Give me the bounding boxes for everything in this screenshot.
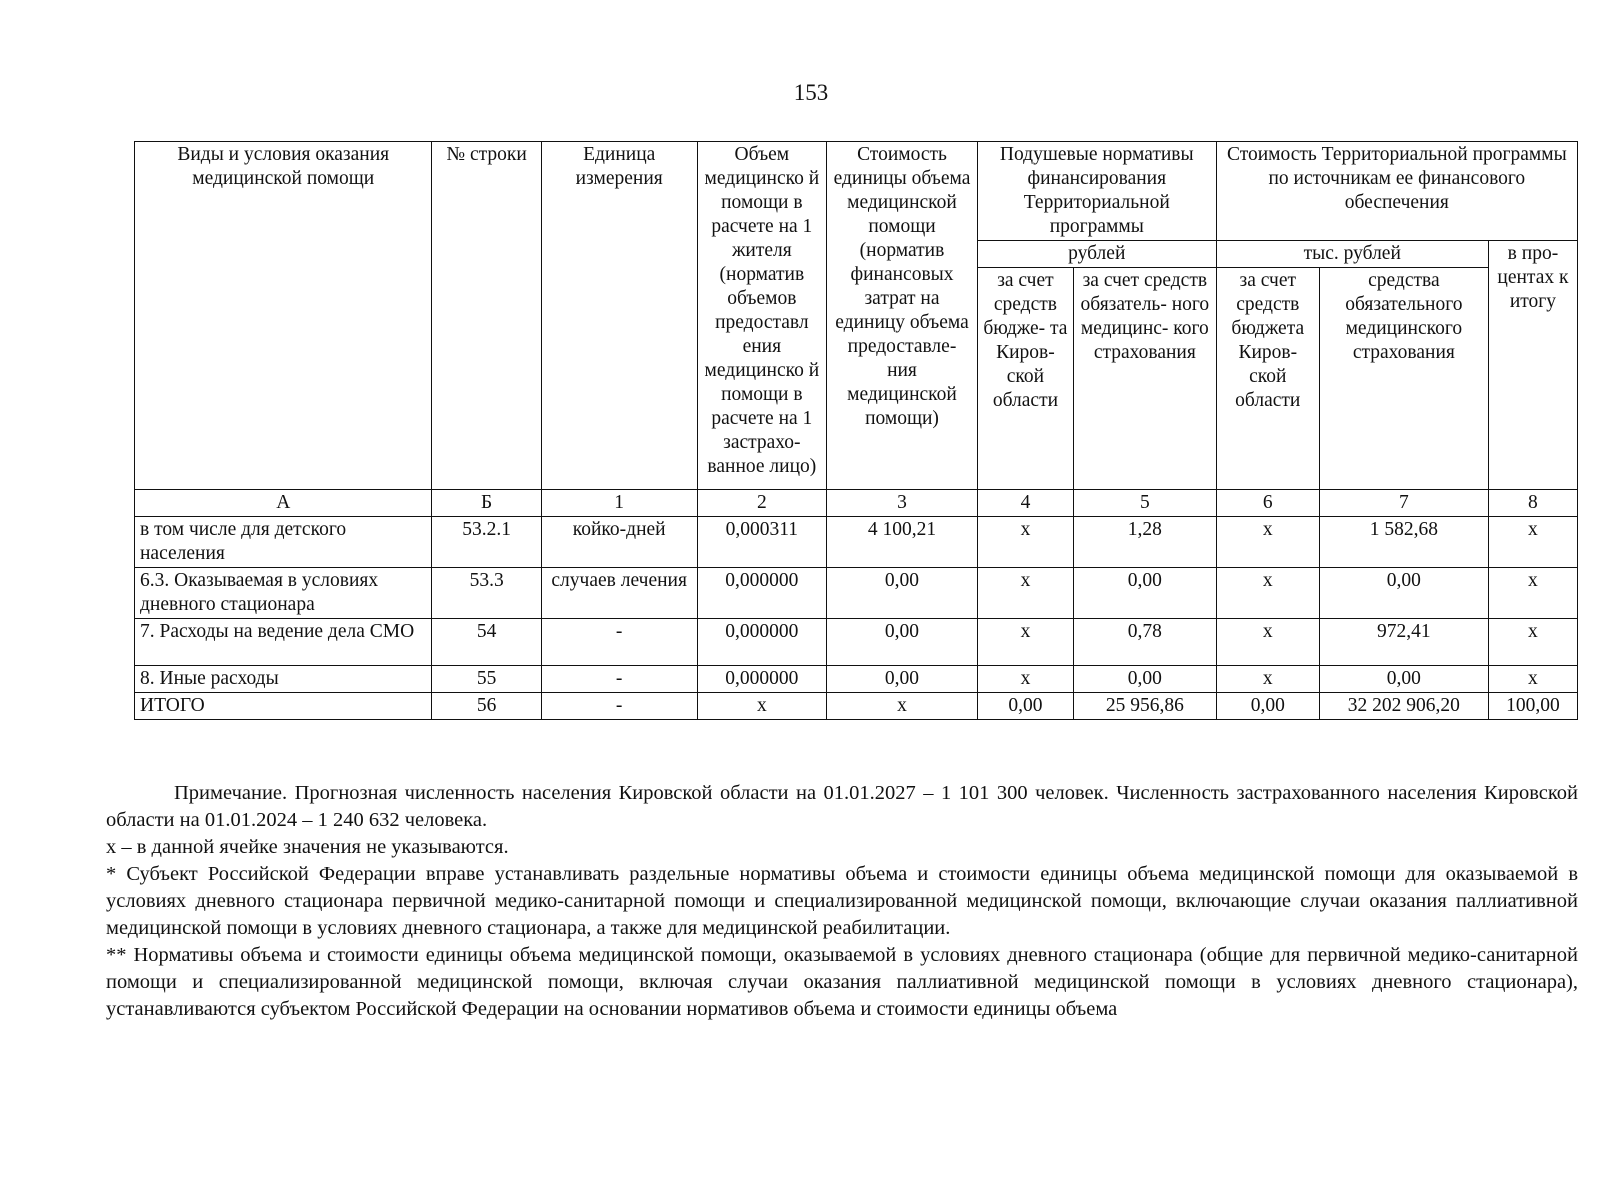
row-c4: х: [977, 517, 1073, 568]
row-volume: х: [697, 693, 827, 720]
row-cost: х: [827, 693, 978, 720]
column-number: 1: [541, 490, 697, 517]
row-cost: 0,00: [827, 666, 978, 693]
row-c6: х: [1216, 517, 1319, 568]
row-c8: х: [1488, 619, 1577, 666]
financing-table: [134, 141, 1578, 720]
header-group-per-capita: Подушевые нормативы финансирования Территориальной программы: [977, 142, 1216, 241]
header-col-2: Объем медицинско й помощи в расчете на 1 жителя (норматив объемов предоставл ения медицинско й помощи в расчете на 1 застрахо- ванное лицо): [697, 142, 827, 490]
header-row-1: [135, 142, 1578, 241]
row-c5: 0,00: [1074, 666, 1217, 693]
header-group-cost: Стоимость Территориальной программы по источникам ее финансового обеспечения: [1216, 142, 1577, 241]
table-row-total: [135, 693, 1578, 720]
row-line: 55: [432, 666, 541, 693]
row-c6: х: [1216, 619, 1319, 666]
row-volume: 0,000311: [697, 517, 827, 568]
row-cost: 4 100,21: [827, 517, 978, 568]
column-number: Б: [432, 490, 541, 517]
row-c4: х: [977, 666, 1073, 693]
note-double-star: ** Нормативы объема и стоимости единицы объема медицинской помощи, оказываемой в условиях дневного стационара (общие для первичной медико-санитарной помощи и специализированной медицинской помощи, включая случаи оказания паллиативной медицинской помощи в условиях дневного стационара), устанавливаются субъектом Российской Федерации на основании нормативов объема и стоимости единицы объема: [106, 944, 1578, 1020]
row-c6: 0,00: [1216, 693, 1319, 720]
header-col-8: в про- центах к итогу: [1488, 241, 1577, 490]
column-number: А: [135, 490, 432, 517]
table-row: [135, 517, 1578, 568]
column-number: 8: [1488, 490, 1577, 517]
column-number: 7: [1319, 490, 1488, 517]
row-volume: 0,000000: [697, 619, 827, 666]
row-unit: койко-дней: [541, 517, 697, 568]
row-unit: случаев лечения: [541, 568, 697, 619]
column-number: 4: [977, 490, 1073, 517]
row-c7: 0,00: [1319, 666, 1488, 693]
header-unit-rubles: рублей: [977, 241, 1216, 268]
row-c5: 1,28: [1074, 517, 1217, 568]
header-col-b: № строки: [432, 142, 541, 490]
row-c7: 0,00: [1319, 568, 1488, 619]
column-number: 3: [827, 490, 978, 517]
table-row: [135, 619, 1578, 666]
row-cost: 0,00: [827, 619, 978, 666]
row-c8: х: [1488, 568, 1577, 619]
page-number: 153: [793, 80, 829, 105]
row-c4: х: [977, 619, 1073, 666]
row-line: 53.3: [432, 568, 541, 619]
row-volume: 0,000000: [697, 568, 827, 619]
row-c7: 1 582,68: [1319, 517, 1488, 568]
header-col-4: за счет средств бюдже- та Киров- ской области: [977, 268, 1073, 490]
table-row: [135, 568, 1578, 619]
header-col-6: за счет средств бюджета Киров- ской области: [1216, 268, 1319, 490]
row-name: в том числе для детского населения: [135, 517, 432, 568]
column-number: 6: [1216, 490, 1319, 517]
row-unit: -: [541, 666, 697, 693]
row-name: ИТОГО: [135, 693, 432, 720]
notes: [106, 780, 1578, 1023]
row-c4: 0,00: [977, 693, 1073, 720]
note-main: Примечание. Прогнозная численность населения Кировской области на 01.01.2027 – 1 101 300 человек. Численность застрахованного населения Кировской области на 01.01.2024 – 1 240 632 человека.: [106, 782, 1578, 831]
row-name: 6.3. Оказываемая в условиях дневного стационара: [135, 568, 432, 619]
row-c7: 972,41: [1319, 619, 1488, 666]
row-c7: 32 202 906,20: [1319, 693, 1488, 720]
row-c6: х: [1216, 666, 1319, 693]
table-row: [135, 666, 1578, 693]
row-c5: 0,00: [1074, 568, 1217, 619]
row-c8: х: [1488, 666, 1577, 693]
note-star: * Субъект Российской Федерации вправе устанавливать раздельные нормативы объема и стоимости единицы объема медицинской помощи для оказываемой в условиях дневного стационара первичной медико-санитарной помощи и специализированной медицинской помощи, включающие случаи оказания паллиативной медицинской помощи в условиях дневного стационара, а также для медицинской реабилитации.: [106, 863, 1578, 939]
header-col-3: Стоимость единицы объема медицинской помощи (норматив финансовых затрат на единицу объема предоставле- ния медицинской помощи): [827, 142, 978, 490]
header-col-5: за счет средств обязатель- ного медицинс- кого страхования: [1074, 268, 1217, 490]
row-c4: х: [977, 568, 1073, 619]
header-col-a: Виды и условия оказания медицинской помощи: [135, 142, 432, 490]
row-name: 8. Иные расходы: [135, 666, 432, 693]
header-unit-thousand-rubles: тыс. рублей: [1216, 241, 1488, 268]
row-name: 7. Расходы на ведение дела СМО: [135, 619, 432, 666]
column-number: 2: [697, 490, 827, 517]
row-c8: 100,00: [1488, 693, 1577, 720]
row-c6: х: [1216, 568, 1319, 619]
row-line: 56: [432, 693, 541, 720]
row-cost: 0,00: [827, 568, 978, 619]
column-number: 5: [1074, 490, 1217, 517]
row-unit: -: [541, 693, 697, 720]
row-unit: -: [541, 619, 697, 666]
row-line: 53.2.1: [432, 517, 541, 568]
column-number-row: [135, 490, 1578, 517]
row-c8: х: [1488, 517, 1577, 568]
row-volume: 0,000000: [697, 666, 827, 693]
row-c5: 25 956,86: [1074, 693, 1217, 720]
header-col-1: Единица измерения: [541, 142, 697, 490]
note-x: х – в данной ячейке значения не указываются.: [106, 836, 509, 858]
header-col-7: средства обязательного медицинского страхования: [1319, 268, 1488, 490]
row-line: 54: [432, 619, 541, 666]
row-c5: 0,78: [1074, 619, 1217, 666]
